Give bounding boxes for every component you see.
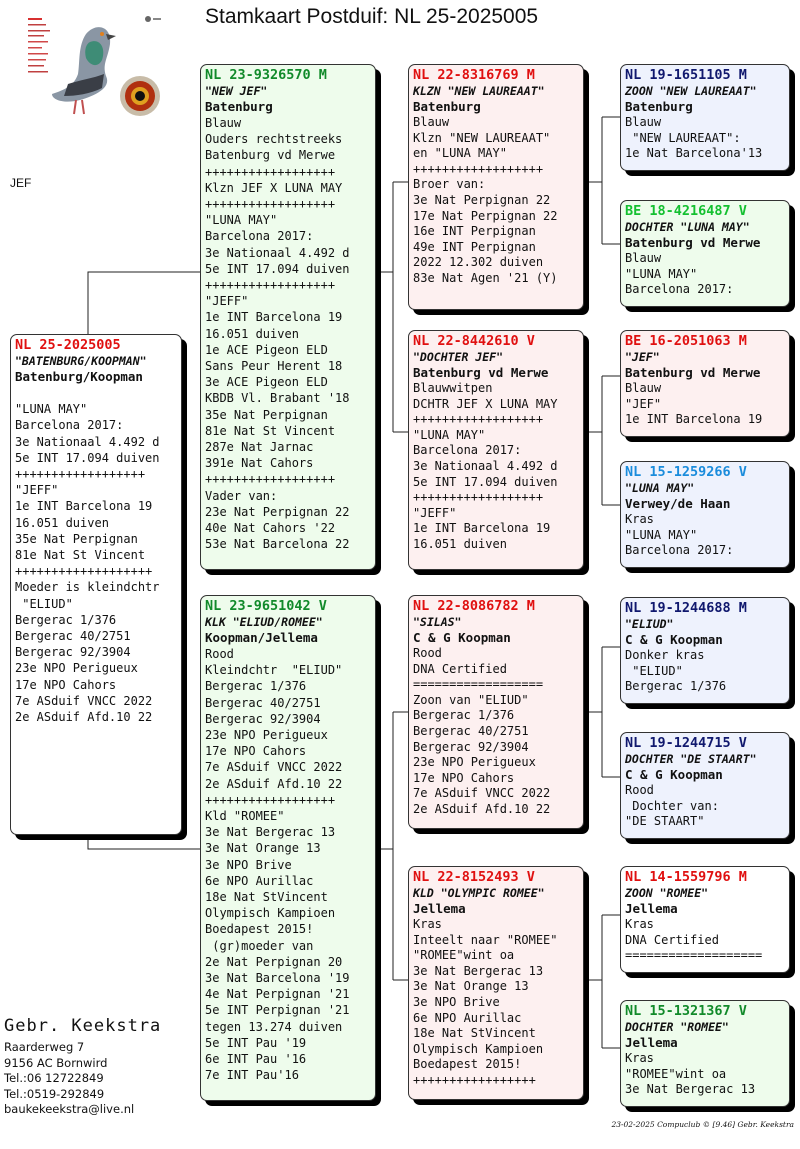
note-line: 2e ASduif Afd.10 22 [413, 801, 551, 816]
card-fmf[interactable] [620, 330, 790, 437]
note-line: Barcelona 2017: [205, 229, 314, 244]
ring-number: NL 23-9651042 V [205, 598, 327, 614]
owner-address: Raarderweg 7 [4, 1040, 85, 1054]
pigeon-name: "LUNA MAY" [625, 481, 695, 495]
card-mmf[interactable] [620, 866, 790, 973]
owner-email[interactable]: baukekeekstra@live.nl [4, 1102, 135, 1117]
pedigree-notes [625, 115, 786, 162]
side-label: JEF [10, 176, 32, 190]
note-line: 3e Nat Perpignan 22 [413, 192, 551, 207]
note-line: Barcelona 2017: [625, 282, 734, 297]
pedigree-notes [413, 381, 580, 553]
pigeon-name: DOCHTER "LUNA MAY" [625, 220, 750, 234]
note-line: 5e INT 17.094 duiven [413, 474, 558, 489]
note-line: "JEFF" [413, 505, 457, 520]
card-mother-mother[interactable] [408, 866, 584, 1100]
card-ffm[interactable] [620, 200, 790, 307]
note-line: 18e Nat StVincent [205, 890, 328, 905]
note-line: "ROMEE"wint oa [413, 948, 515, 963]
note-line: Blauw [625, 251, 662, 265]
note-line: Boedapest 2015! [205, 922, 314, 937]
note-line: Barcelona 2017: [625, 543, 734, 558]
note-line: Blauw [625, 381, 662, 395]
card-mother-father[interactable] [408, 595, 584, 829]
ring-number: NL 15-1321367 V [625, 1003, 747, 1019]
note-line: 23e NPO Perigueux [205, 728, 328, 743]
breeder: Verwey/de Haan [625, 496, 731, 511]
note-line: ++++++++++++++++++ [205, 164, 336, 179]
pedigree-notes [625, 251, 786, 298]
pedigree-notes [205, 646, 372, 1083]
note-line: 17e NPO Cahors [413, 770, 515, 785]
note-line: Bergerac 92/3904 [413, 739, 529, 754]
note-line: Bergerac 1/376 [413, 708, 515, 723]
note-line: 83e Nat Agen '21 (Y) [413, 270, 558, 285]
note-line: Blauw [625, 115, 662, 129]
pedigree-notes [413, 917, 580, 1089]
note-line: 287e Nat Jarnac [205, 440, 314, 455]
note-line: "LUNA MAY" [205, 213, 278, 228]
note-line: DCHTR JEF X LUNA MAY [413, 396, 558, 411]
note-line: Bergerac 40/2751 [15, 629, 131, 644]
note-line: 1e Nat Barcelona'13 [625, 146, 763, 161]
breeder: Batenburg [625, 99, 693, 114]
card-subject[interactable] [10, 334, 182, 835]
note-line: Bergerac 1/376 [205, 679, 307, 694]
pigeon-name: "SILAS" [413, 615, 462, 629]
note-line: Rood [413, 646, 442, 660]
note-line: Klzn "NEW LAUREAAT" [413, 130, 551, 145]
pigeon-name: "NEW JEF" [205, 84, 268, 98]
note-line: =================== [625, 948, 763, 963]
note-line: 5e INT 17.094 duiven [205, 261, 350, 276]
pedigree-notes [625, 648, 786, 695]
owner-name: Gebr. Keekstra [4, 1016, 162, 1036]
note-line: 17e NPO Cahors [15, 677, 117, 692]
note-line: Olympisch Kampioen [413, 1041, 544, 1056]
note-line: "LUNA MAY" [413, 427, 486, 442]
pedigree-notes [15, 385, 178, 725]
note-line: +++++++++++++++++++ [15, 564, 153, 579]
note-line: 3e Nat Bergerac 13 [205, 825, 336, 840]
breeder: Batenburg [413, 99, 481, 114]
note-line: Boedapest 2015! [413, 1057, 522, 1072]
note-line: Blauwwitpen [413, 381, 493, 395]
note-line: Dochter van: [625, 798, 719, 813]
note-line: "JEFF" [15, 483, 59, 498]
note-line: Bergerac 1/376 [15, 612, 117, 627]
note-line: "JEFF" [205, 294, 249, 309]
note-line: ++++++++++++++++++ [205, 472, 336, 487]
note-line: Barcelona 2017: [413, 443, 522, 458]
note-line: 23e NPO Perigueux [413, 755, 536, 770]
card-father-father[interactable] [408, 64, 584, 310]
note-line: Ouders rechtstreeks [205, 132, 343, 147]
card-mff[interactable] [620, 597, 790, 704]
note-line: "ELIUD" [625, 663, 683, 678]
pedigree-notes [413, 646, 580, 818]
note-line: ++++++++++++++++++ [205, 197, 336, 212]
note-line: 16e INT Perpignan [413, 224, 536, 239]
pigeon-name: DOCHTER "DE STAART" [625, 752, 757, 766]
note-line: en "LUNA MAY" [413, 146, 507, 161]
note-line: 2022 12.302 duiven [413, 255, 544, 270]
pigeon-name: KLD "OLYMPIC ROMEE" [413, 886, 545, 900]
note-line: Bergerac 92/3904 [205, 711, 321, 726]
note-line: 3e ACE Pigeon ELD [205, 375, 328, 390]
pigeon-name: "ELIUD" [625, 617, 674, 631]
card-mfm[interactable] [620, 732, 790, 839]
breeder: C & G Koopman [625, 767, 723, 782]
note-line: 7e ASduif VNCC 2022 [205, 760, 343, 775]
note-line: Broer van: [413, 177, 486, 192]
ring-number: NL 22-8442610 V [413, 333, 535, 349]
pigeon-name: KLK "ELIUD/ROMEE" [205, 615, 323, 629]
breeder: Batenburg vd Merwe [625, 235, 761, 250]
card-mmm[interactable] [620, 1000, 790, 1107]
note-line: 2e Nat Perpignan 20 [205, 954, 343, 969]
note-line: Bergerac 92/3904 [15, 645, 131, 660]
note-line: 6e INT Pau '16 [205, 1052, 307, 1067]
note-line: Kras [413, 917, 442, 931]
note-line: 7e ASduif VNCC 2022 [413, 786, 551, 801]
pigeon-name: "DOCHTER JEF" [413, 350, 504, 364]
note-line: 18e Nat StVincent [413, 1026, 536, 1041]
note-line: 2e ASduif Afd.10 22 [15, 710, 153, 725]
breeder: Koopman/Jellema [205, 630, 318, 645]
note-line: 1e ACE Pigeon ELD [205, 342, 328, 357]
note-line: tegen 13.274 duiven [205, 1019, 343, 1034]
note-line: "ELIUD" [15, 596, 73, 611]
note-line: 3e Nationaal 4.492 d [15, 434, 160, 449]
note-line: ++++++++++++++++++ [413, 161, 544, 176]
pedigree-notes [205, 115, 372, 552]
note-line: ++++++++++++++++++ [15, 467, 146, 482]
note-line: Inteelt naar "ROMEE" [413, 932, 558, 947]
note-line: Rood [205, 647, 234, 661]
breeder: C & G Koopman [413, 630, 511, 645]
ring-number: NL 25-2025005 [15, 337, 121, 353]
ring-number: NL 15-1259266 V [625, 464, 747, 480]
note-line: 3e NPO Brive [205, 857, 292, 872]
note-line: ++++++++++++++++++ [205, 792, 336, 807]
note-line: 4e Nat Perpignan '21 [205, 987, 350, 1002]
note-line: 3e Nat Bergerac 13 [625, 1082, 756, 1097]
note-line: Kleindchtr "ELIUD" [205, 663, 343, 678]
note-line: Kras [625, 917, 654, 931]
note-line: 3e Nat Orange 13 [413, 979, 529, 994]
note-line: "ROMEE"wint oa [625, 1066, 727, 1081]
note-line: Batenburg vd Merwe [205, 148, 336, 163]
note-line: 3e Nationaal 4.492 d [413, 458, 558, 473]
print-credit: 23-02-2025 Compuclub © [9.46] Gebr. Keekstra [611, 1120, 794, 1129]
note-line: 16.051 duiven [15, 515, 109, 530]
note-line: (gr)moeder van [205, 938, 314, 953]
note-line: 7e INT Pau'16 [205, 1068, 299, 1083]
note-line: 6e NPO Aurillac [205, 873, 314, 888]
ring-number: NL 22-8152493 V [413, 869, 535, 885]
breeder: Batenburg vd Merwe [413, 365, 549, 380]
pigeon-name: ZOON "NEW LAUREAAT" [625, 84, 757, 98]
note-line: 23e NPO Perigueux [15, 661, 138, 676]
pigeon-name: "BATENBURG/KOOPMAN" [15, 354, 147, 368]
owner-phone-2: Tel.:0519-292849 [4, 1086, 105, 1101]
breeder: Jellema [413, 901, 466, 916]
pedigree-notes [413, 115, 580, 287]
pigeon-name: KLZN "NEW LAUREAAT" [413, 84, 545, 98]
ring-number: NL 19-1244715 V [625, 735, 747, 751]
note-line: 3e Nationaal 4.492 d [205, 245, 350, 260]
card-father[interactable] [200, 64, 376, 570]
note-line: 1e INT Barcelona 19 [15, 499, 153, 514]
note-line: Bergerac 40/2751 [205, 695, 321, 710]
note-line: Blauw [205, 116, 242, 130]
note-line: Klzn JEF X LUNA MAY [205, 180, 343, 195]
note-line: Barcelona 2017: [15, 418, 124, 433]
note-line: Blauw [413, 115, 450, 129]
note-line: 3e Nat Orange 13 [205, 841, 321, 856]
note-line: ++++++++++++++++++ [413, 490, 544, 505]
pedigree-notes [625, 381, 786, 428]
note-line: ++++++++++++++++++ [205, 278, 336, 293]
note-line: Bergerac 40/2751 [413, 723, 529, 738]
pigeon-name: ZOON "ROMEE" [625, 886, 709, 900]
card-fff[interactable] [620, 64, 790, 171]
note-line: ================== [413, 677, 544, 692]
note-line [15, 385, 178, 401]
note-line: 1e INT Barcelona 19 [413, 521, 551, 536]
note-line: 3e Nat Barcelona '19 [205, 971, 350, 986]
ring-number: NL 19-1651105 M [625, 67, 747, 83]
note-line: 81e Nat St Vincent [205, 423, 336, 438]
note-line: 35e Nat Perpignan [205, 407, 328, 422]
owner-contact [4, 1040, 134, 1118]
note-line: Rood [625, 783, 654, 797]
ring-number: BE 16-2051063 M [625, 333, 747, 349]
note-line: 16.051 duiven [413, 536, 507, 551]
page-title: Stamkaart Postduif: NL 25-2025005 [205, 5, 539, 28]
note-line: Kras [625, 1051, 654, 1065]
note-line: Olympisch Kampioen [205, 906, 336, 921]
note-line: KBDB Vl. Brabant '18 [205, 391, 350, 406]
note-line: "NEW LAUREAAT": [625, 130, 741, 145]
note-line: "JEF" [625, 396, 662, 411]
note-line: 35e Nat Perpignan [15, 531, 138, 546]
note-line: 7e ASduif VNCC 2022 [15, 693, 153, 708]
breeder: C & G Koopman [625, 632, 723, 647]
ring-number: NL 22-8316769 M [413, 67, 535, 83]
pedigree-notes [625, 1051, 786, 1098]
note-line: 17e NPO Cahors [205, 744, 307, 759]
pigeon-name: "JEF" [625, 350, 660, 364]
pedigree-notes [625, 783, 786, 830]
note-line: 3e Nat Bergerac 13 [413, 963, 544, 978]
note-line: Bergerac 1/376 [625, 679, 727, 694]
note-line: "LUNA MAY" [15, 402, 88, 417]
note-line: 17e Nat Perpignan 22 [413, 208, 558, 223]
note-line: Zoon van "ELIUD" [413, 692, 529, 707]
note-line: 1e INT Barcelona 19 [205, 310, 343, 325]
note-line: 1e INT Barcelona 19 [625, 412, 763, 427]
note-line: 16.051 duiven [205, 326, 299, 341]
breeder: Batenburg vd Merwe [625, 365, 761, 380]
note-line: 5e INT 17.094 duiven [15, 450, 160, 465]
owner-phone-1: Tel.:06 12722849 [4, 1071, 104, 1086]
note-line: 2e ASduif Afd.10 22 [205, 776, 343, 791]
note-line: 81e Nat St Vincent [15, 548, 146, 563]
owner-city: 9156 AC Bornwird [4, 1055, 108, 1070]
note-line: 23e Nat Perpignan 22 [205, 504, 350, 519]
note-line: "LUNA MAY" [625, 527, 698, 542]
breeder: Batenburg [205, 99, 273, 114]
pigeon-name: DOCHTER "ROMEE" [625, 1020, 729, 1034]
pedigree-notes [625, 512, 786, 559]
ring-number: NL 14-1559796 M [625, 869, 747, 885]
note-line: Kld "ROMEE" [205, 809, 285, 824]
pedigree-notes [625, 917, 786, 964]
note-line: Sans Peur Herent 18 [205, 359, 343, 374]
note-line: 40e Nat Cahors '22 [205, 521, 336, 536]
note-line: DNA Certified [413, 661, 507, 676]
note-line: 49e INT Perpignan [413, 239, 536, 254]
note-line: Vader van: [205, 488, 278, 503]
note-line: 391e Nat Cahors [205, 456, 314, 471]
note-line: DNA Certified [625, 932, 719, 947]
card-mother[interactable] [200, 595, 376, 1101]
breeder: Jellema [625, 901, 678, 916]
ring-number: NL 19-1244688 M [625, 600, 747, 616]
note-line: ++++++++++++++++++ [413, 412, 544, 427]
card-father-mother[interactable] [408, 330, 584, 570]
note-line: +++++++++++++++++ [413, 1072, 536, 1087]
note-line: Donker kras [625, 648, 705, 662]
note-line: Kras [625, 512, 654, 526]
note-line: "DE STAART" [625, 814, 705, 829]
note-line: "LUNA MAY" [625, 266, 698, 281]
breeder: Jellema [625, 1035, 678, 1050]
note-line: 3e NPO Brive [413, 994, 500, 1009]
ring-number: NL 22-8086782 M [413, 598, 535, 614]
ring-number: BE 18-4216487 V [625, 203, 747, 219]
ring-number: NL 23-9326570 M [205, 67, 327, 83]
note-line: Moeder is kleindchtr [15, 580, 160, 595]
card-fmm[interactable] [620, 461, 790, 568]
note-line: 5e INT Pau '19 [205, 1035, 307, 1050]
note-line: 6e NPO Aurillac [413, 1010, 522, 1025]
note-line: 53e Nat Barcelona 22 [205, 537, 350, 552]
breeder: Batenburg/Koopman [15, 369, 143, 384]
note-line: 5e INT Perpignan '21 [205, 1003, 350, 1018]
